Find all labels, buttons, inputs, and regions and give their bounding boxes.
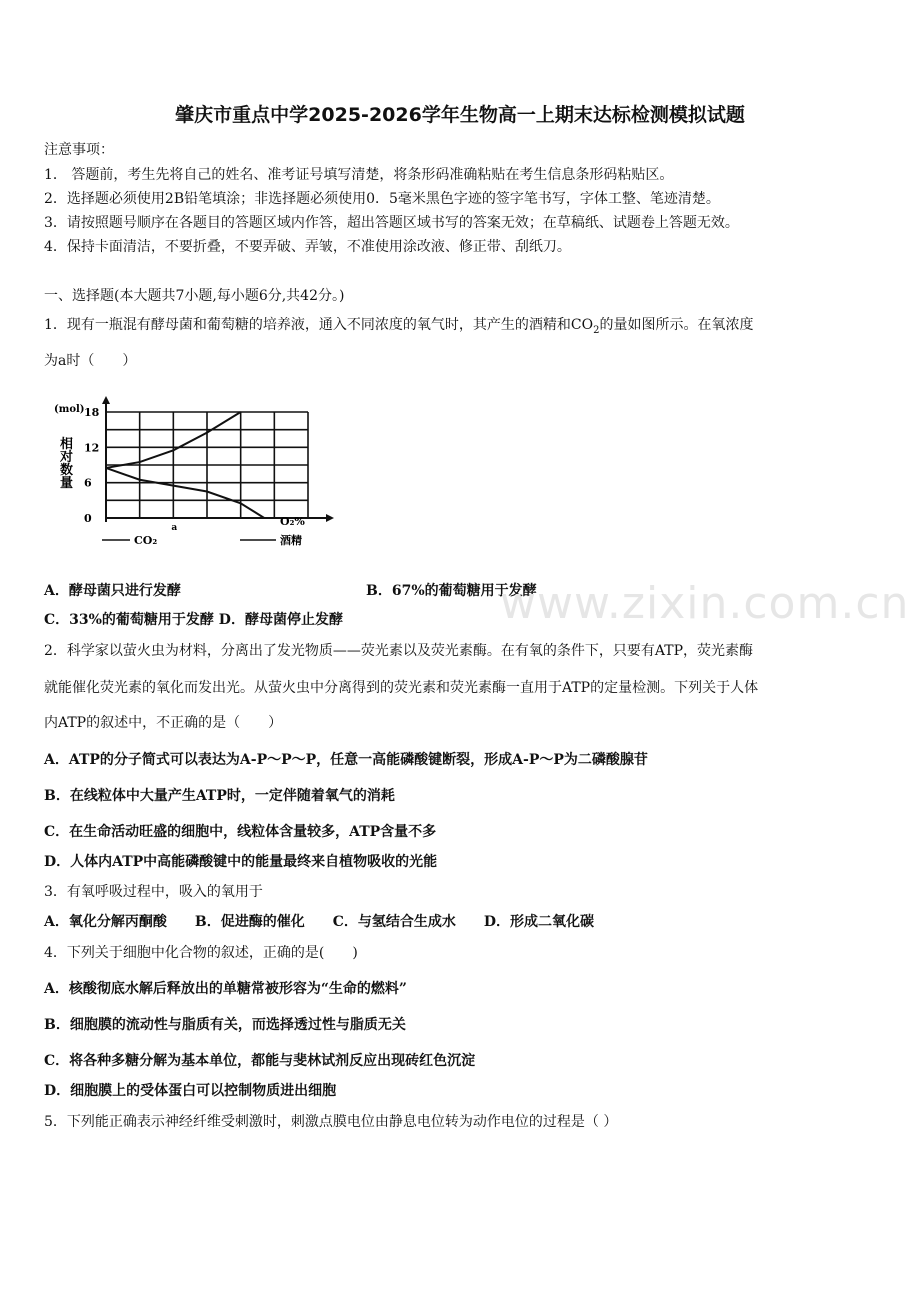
chart-unit-label: (mol) xyxy=(54,404,85,415)
y-tick-label: 6 xyxy=(84,476,92,490)
q1-stem-line1 xyxy=(44,314,753,336)
q2-stem-line3: 内ATP的叙述中，不正确的是（ ） xyxy=(44,715,283,731)
exam-title: 肇庆市重点中学2025-2026学年生物高一上期末达标检测模拟试题 xyxy=(175,104,745,126)
q1-stem-sub: 2 xyxy=(593,324,600,336)
y-label-char: 相 xyxy=(60,437,74,452)
y-tick-label: 0 xyxy=(84,512,92,525)
chart-x-marker: a xyxy=(171,523,178,533)
notice-item-3: 3．请按照题号顺序在各题目的答题区域内作答，超出答题区域书写的答案无效；在草稿纸、试题卷上答题无效。 xyxy=(44,215,739,231)
q1-stem-line2: 为a时（ ） xyxy=(44,353,137,369)
y-label-char: 量 xyxy=(60,476,74,491)
chart-y-label xyxy=(59,436,73,491)
legend-label-co2: CO₂ xyxy=(134,534,158,547)
q4-stem: 4．下列关于细胞中化合物的叙述，正确的是( ) xyxy=(44,945,358,961)
y-label-char: 对 xyxy=(60,450,74,465)
q4-option-b: B．细胞膜的流动性与脂质有关，而选择透过性与脂质无关 xyxy=(44,1017,406,1033)
q1-option-cd: C．33%的葡萄糖用于发酵 D．酵母菌停止发酵 xyxy=(44,612,343,628)
q4-option-a: A．核酸彻底水解后释放出的单糖常被形容为“生命的燃料” xyxy=(44,981,407,997)
q2-stem-line1: 2．科学家以萤火虫为材料，分离出了发光物质——荧光素以及荧光素酶。在有氧的条件下，只要有ATP，荧光素酶 xyxy=(44,643,754,659)
q1-option-a: A．酵母菌只进行发酵 xyxy=(44,583,181,599)
q4-option-d: D．细胞膜上的受体蛋白可以控制物质进出细胞 xyxy=(44,1083,337,1099)
q3-options: A．氧化分解丙酮酸 B．促进酶的催化 C．与氢结合生成水 D．形成二氧化碳 xyxy=(44,914,594,930)
chart-grid xyxy=(106,412,308,518)
notice-item-4: 4．保持卡面清洁，不要折叠，不要弄破、弄皱，不准使用涂改液、修正带、刮纸刀。 xyxy=(44,239,571,255)
q2-option-a: A．ATP的分子简式可以表达为A-P～P～P，任意一高能磷酸键断裂，形成A-P～P为二磷酸腺苷 xyxy=(44,752,648,768)
chart-x-arrow xyxy=(326,514,334,522)
chart-y-arrow xyxy=(102,396,110,404)
q2-stem-line2: 就能催化荧光素的氧化而发出光。从萤火虫中分离得到的荧光素和荧光素酶一直用于ATP的定量检测。下列关于人体 xyxy=(44,680,759,696)
y-tick-label: 12 xyxy=(84,441,100,455)
q5-stem: 5．下列能正确表示神经纤维受刺激时，刺激点膜电位由静息电位转为动作电位的过程是（ ） xyxy=(44,1114,618,1130)
q1-stem-text: 1．现有一瓶混有酵母菌和葡萄糖的培养液，通入不同浓度的氧气时，其产生的酒精和CO xyxy=(44,317,594,333)
q1-chart xyxy=(40,392,340,552)
q2-option-d: D．人体内ATP中高能磷酸键中的能量最终来自植物吸收的光能 xyxy=(44,854,438,870)
chart-y-ticks xyxy=(84,406,100,525)
notice-heading: 注意事项： xyxy=(44,142,114,158)
notice-item-2: 2．选择题必须使用2B铅笔填涂；非选择题必须使用0．5毫米黑色字迹的签字笔书写，字体工整、笔迹清楚。 xyxy=(44,191,720,207)
watermark: www.zixin.com.cn xyxy=(500,578,910,629)
q2-option-b: B．在线粒体中大量产生ATP时，一定伴随着氧气的消耗 xyxy=(44,788,395,804)
q4-option-c: C．将各种多糖分解为基本单位，都能与斐林试剂反应出现砖红色沉淀 xyxy=(44,1053,476,1069)
y-label-char: 数 xyxy=(60,463,74,478)
y-tick-label: 18 xyxy=(84,406,100,419)
section-heading: 一、选择题(本大题共7小题,每小题6分,共42分。) xyxy=(44,288,345,304)
q1-option-b: B．67%的葡萄糖用于发酵 xyxy=(366,583,537,599)
notice-item-1: 1． 答题前，考生先将自己的姓名、准考证号填写清楚，将条形码准确粘贴在考生信息条形码粘贴区。 xyxy=(44,167,674,183)
q1-stem-tail: 的量如图所示。在氧浓度 xyxy=(599,317,754,333)
q2-option-c: C．在生命活动旺盛的细胞中，线粒体含量较多，ATP含量不多 xyxy=(44,824,437,840)
legend-label-alcohol: 酒精 xyxy=(280,534,302,547)
chart-x-label: O₂% xyxy=(280,515,305,528)
q3-stem: 3．有氧呼吸过程中，吸入的氧用于 xyxy=(44,884,263,900)
